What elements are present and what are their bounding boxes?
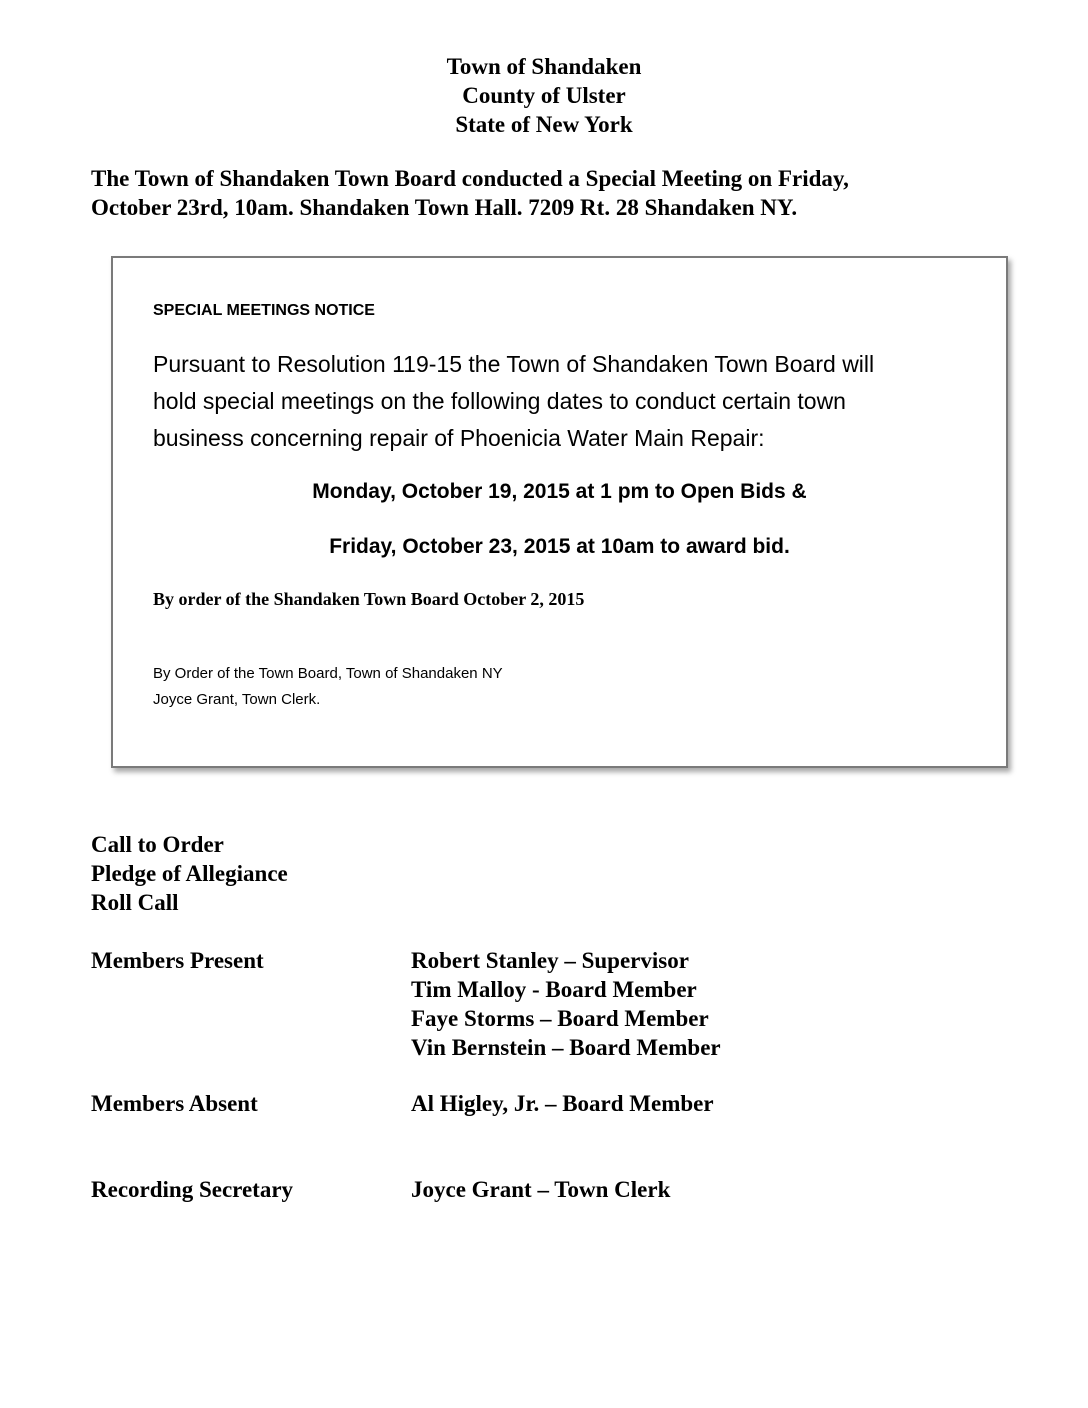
agenda-item-pledge: Pledge of Allegiance — [91, 861, 288, 886]
notice-order-line: By order of the Shandaken Town Board October 2, 2015 — [153, 589, 585, 609]
members-absent-label: Members Absent — [91, 1091, 258, 1116]
header-county: County of Ulster — [462, 83, 626, 108]
special-meetings-notice-box — [111, 256, 1008, 768]
member-present-item: Vin Bernstein – Board Member — [411, 1035, 721, 1060]
members-absent-list — [411, 1089, 714, 1118]
member-absent-item: Al Higley, Jr. – Board Member — [411, 1091, 714, 1116]
intro-line-2: October 23rd, 10am. Shandaken Town Hall. 7209 Rt. 28 Shandaken NY. — [91, 195, 798, 220]
notice-signature-line-2: Joyce Grant, Town Clerk. — [153, 691, 321, 708]
notice-body-line-3: business concerning repair of Phoenicia Water Main Repair: — [153, 425, 765, 451]
member-present-item: Faye Storms – Board Member — [411, 1006, 709, 1031]
recording-secretary-label: Recording Secretary — [91, 1177, 294, 1202]
recording-secretary-list — [411, 1175, 670, 1204]
notice-body-line-2: hold special meetings on the following dates to conduct certain town — [153, 388, 846, 414]
notice-date-1: Monday, October 19, 2015 at 1 pm to Open Bids & — [312, 480, 807, 503]
members-present-label: Members Present — [91, 948, 264, 973]
member-present-item: Tim Malloy - Board Member — [411, 977, 697, 1002]
agenda-item-call-to-order: Call to Order — [91, 832, 224, 857]
notice-signature — [153, 661, 503, 713]
header-town: Town of Shandaken — [446, 54, 642, 79]
notice-heading: SPECIAL MEETINGS NOTICE — [153, 302, 375, 319]
agenda-item-roll-call: Roll Call — [91, 890, 179, 915]
header-state: State of New York — [455, 112, 633, 137]
notice-body — [153, 346, 973, 457]
member-present-item: Robert Stanley – Supervisor — [411, 948, 689, 973]
notice-body-line-1: Pursuant to Resolution 119-15 the Town of Shandaken Town Board will — [153, 351, 875, 377]
recording-secretary-name: Joyce Grant – Town Clerk — [411, 1177, 671, 1202]
notice-signature-line-1: By Order of the Town Board, Town of Shandaken NY — [153, 665, 503, 682]
intro-line-1: The Town of Shandaken Town Board conducted a Special Meeting on Friday, — [91, 166, 849, 191]
members-present-list — [411, 946, 721, 1062]
agenda-list — [91, 830, 288, 917]
document-header — [0, 52, 1088, 139]
notice-date-2: Friday, October 23, 2015 at 10am to award bid. — [329, 535, 790, 558]
meeting-intro — [91, 164, 1011, 222]
